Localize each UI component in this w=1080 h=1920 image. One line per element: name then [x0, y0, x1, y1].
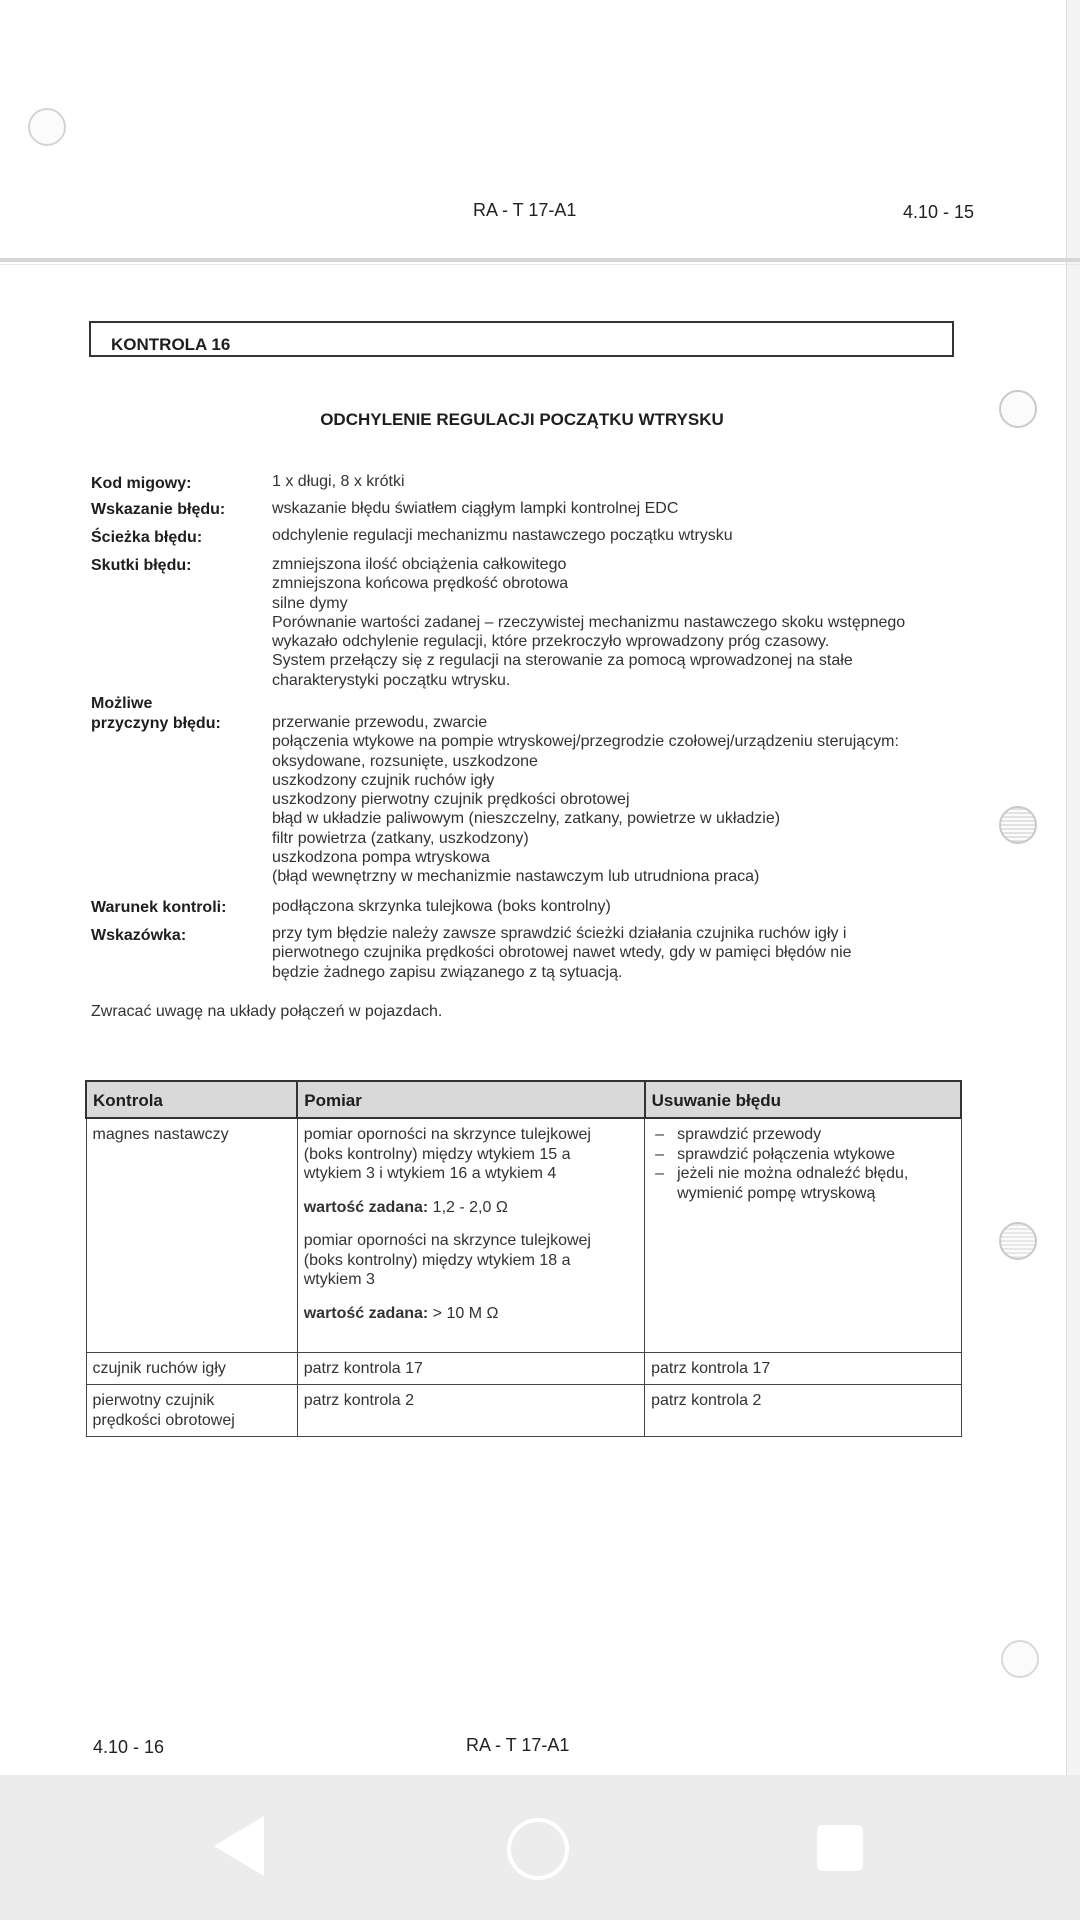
value-line: (błąd wewnętrzny w mechanizmie nastawczym lub utrudniona praca): [272, 868, 760, 886]
target-value-label: wartość zadana:: [303, 1304, 429, 1322]
punch-hole-icon: [28, 108, 66, 146]
punch-hole-icon: [999, 806, 1037, 844]
check-title: KONTROLA 16: [111, 335, 231, 354]
page-separator-shadow: [0, 264, 1080, 265]
list-item-text: sprawdzić przewody: [677, 1126, 822, 1143]
label-skutki: Skutki błędu:: [91, 557, 192, 574]
table-cell: [297, 1118, 644, 1352]
table-cell: [86, 1352, 297, 1385]
value-line: błąd w układzie paliwowym (nieszczelny, zatkany, powietrze w układzie): [272, 810, 781, 828]
cell-line: magnes nastawczy: [92, 1126, 229, 1143]
value-line: oksydowane, rozsunięte, uszkodzone: [272, 752, 538, 770]
label-wskazanie: Wskazanie błędu:: [91, 501, 226, 518]
value-wskazanie: [272, 499, 962, 518]
value-skutki: [272, 555, 962, 690]
table-row: [86, 1118, 961, 1352]
value-warunek: [272, 897, 962, 916]
value-line: silne dymy: [272, 594, 348, 612]
spacer: [304, 1217, 638, 1231]
target-value: 1,2 - 2,0 Ω: [428, 1198, 508, 1216]
table-header-pomiar: Pomiar: [297, 1081, 644, 1118]
target-value: > 10 M Ω: [428, 1304, 499, 1322]
value-sciezka: [272, 526, 962, 545]
value-line: pierwotnego czujnika prędkości obrotowej nawet wtedy, gdy w pamięci błędów nie: [272, 944, 852, 962]
footer-doc-code: RA - T 17-A1: [466, 1735, 570, 1755]
dash-bullet: –: [655, 1126, 664, 1143]
table-cell: [297, 1352, 644, 1385]
label-wskazowka: Wskazówka:: [91, 927, 187, 944]
recents-icon[interactable]: [817, 1825, 863, 1871]
value-wskazowka: [272, 924, 962, 982]
cell-line: pomiar oporności na skrzynce tulejkowej: [303, 1232, 591, 1249]
cell-line: wtykiem 3 i wtykiem 16 a wtykiem 4: [303, 1165, 557, 1182]
label-line: Możliwe: [91, 695, 153, 712]
cell-line: (boks kontrolny) między wtykiem 18 a: [303, 1251, 571, 1269]
value-line: zmniejszona końcowa prędkość obrotowa: [272, 575, 569, 593]
spacer: [304, 1184, 638, 1198]
home-icon[interactable]: [507, 1818, 569, 1880]
value-line: uszkodzona pompa wtryskowa: [272, 849, 490, 867]
value-line: wskazanie błędu światłem ciągłym lampki kontrolnej EDC: [272, 500, 679, 517]
note-text: Zwracać uwagę na układy połączeń w pojazdach.: [91, 1003, 443, 1020]
list-item-text: sprawdzić połączenia wtykowe: [677, 1145, 895, 1163]
check-title-box: [89, 321, 954, 357]
cell-line: pomiar oporności na skrzynce tulejkowej: [303, 1126, 591, 1143]
value-przyczyny: [272, 713, 962, 887]
target-value-line: [304, 1304, 638, 1324]
table-cell: [645, 1118, 961, 1352]
value-line: będzie żadnego zapisu związanego z tą sytuacją.: [272, 963, 623, 981]
footer-page-number: 4.10 - 16: [93, 1737, 165, 1757]
cell-line: (boks kontrolny) między wtykiem 15 a: [303, 1145, 571, 1163]
cell-line: prędkości obrotowej: [92, 1411, 235, 1429]
table-header-usuwanie: Usuwanie błędu: [645, 1081, 961, 1118]
punch-hole-icon: [1001, 1640, 1039, 1678]
page-edge-strip: [1066, 0, 1080, 1775]
cell-line: wtykiem 3: [303, 1271, 375, 1288]
main-title: ODCHYLENIE REGULACJI POCZĄTKU WTRYSKU: [320, 410, 724, 429]
table-row: [86, 1352, 961, 1385]
table-cell: [645, 1352, 961, 1385]
page-separator: [0, 258, 1080, 262]
value-line: połączenia wtykowe na pompie wtryskowej/przegrodzie czołowej/urządzeniu sterującym:: [272, 733, 899, 751]
header-doc-code: RA - T 17-A1: [473, 200, 577, 220]
value-line: System przełączy się z regulacji na sterowanie za pomocą wprowadzonej na stałe: [272, 652, 853, 670]
cell-line: pierwotny czujnik: [92, 1392, 215, 1409]
table-row: [86, 1385, 961, 1437]
back-icon[interactable]: [214, 1816, 264, 1876]
cell-line: patrz kontrola 17: [651, 1359, 771, 1377]
label-line: przyczyny błędu:: [91, 715, 221, 732]
table-cell: [86, 1118, 297, 1352]
punch-hole-icon: [999, 1222, 1037, 1260]
cell-line: patrz kontrola 2: [651, 1392, 762, 1409]
check-table: [85, 1080, 962, 1437]
value-line: filtr powietrza (zatkany, uszkodzony): [272, 829, 529, 847]
value-line: 1 x długi, 8 x krótki: [272, 473, 405, 490]
list-item-continuation: [651, 1184, 954, 1204]
table-cell: [297, 1385, 644, 1437]
target-value-line: [304, 1198, 638, 1218]
list-item: [651, 1125, 954, 1145]
list-item-text: jeżeli nie można odnaleźć błędu,: [677, 1165, 909, 1182]
value-line: Porównanie wartości zadanej – rzeczywistej mechanizmu nastawczego skoku wstępnego: [272, 613, 906, 631]
value-line: uszkodzony pierwotny czujnik prędkości obrotowej: [272, 791, 630, 809]
table-header-row: [86, 1081, 961, 1118]
label-kod-migowy: Kod migowy:: [91, 475, 192, 492]
list-item: [651, 1145, 954, 1165]
label-warunek: Warunek kontroli:: [91, 899, 227, 916]
target-value-label: wartość zadana:: [303, 1198, 429, 1216]
table-cell: [86, 1385, 297, 1437]
value-line: uszkodzony czujnik ruchów igły: [272, 771, 495, 789]
list-item-text: wymienić pompę wtryskową: [677, 1184, 876, 1202]
cell-line: patrz kontrola 17: [303, 1359, 423, 1377]
value-line: charakterystyki początku wtrysku.: [272, 671, 511, 689]
label-sciezka: Ścieżka błędu:: [91, 529, 203, 546]
list-item: [651, 1164, 954, 1184]
value-line: przy tym błędzie należy zawsze sprawdzić ścieżki działania czujnika ruchów igły i: [272, 925, 847, 942]
dash-bullet: –: [655, 1165, 664, 1182]
value-line: odchylenie regulacji mechanizmu nastawczego początku wtrysku: [272, 527, 733, 544]
value-line: wykazało odchylenie regulacji, które przekroczyło wprowadzony próg czasowy.: [272, 633, 830, 651]
label-przyczyny: [91, 694, 221, 734]
cell-line: patrz kontrola 2: [303, 1392, 415, 1409]
value-kod-migowy: [272, 472, 962, 491]
dash-bullet: –: [655, 1145, 664, 1163]
value-line: podłączona skrzynka tulejkowa (boks kontrolny): [272, 898, 611, 915]
table-header-kontrola: Kontrola: [86, 1081, 297, 1118]
spacer: [304, 1290, 638, 1304]
table-cell: [645, 1385, 961, 1437]
header-page-number: 4.10 - 15: [903, 202, 975, 222]
value-line: przerwanie przewodu, zwarcie: [272, 714, 488, 731]
value-line: zmniejszona ilość obciążenia całkowitego: [272, 556, 567, 573]
cell-line: czujnik ruchów igły: [92, 1359, 226, 1377]
